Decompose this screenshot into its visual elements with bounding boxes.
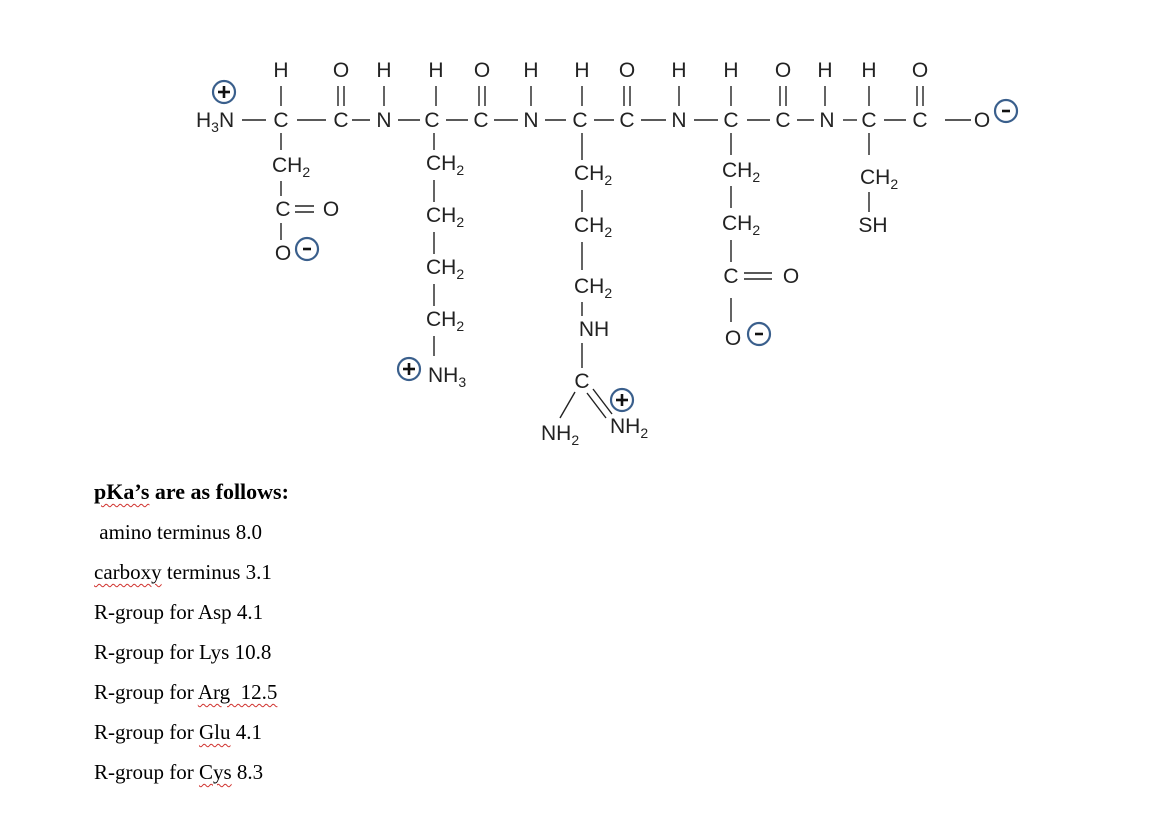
top-atom-label: H — [861, 59, 877, 82]
top-atom-label: O — [911, 59, 929, 82]
asp-carbonyl-oxygen: O — [322, 198, 340, 221]
pka-glu — [94, 714, 289, 754]
top-atom-label: H — [817, 59, 833, 82]
pka-line-text: R-group for — [94, 720, 199, 744]
backbone-atom-label: N — [671, 109, 687, 132]
pka-line-squiggle: Cys — [198, 760, 232, 784]
asp-carboxyl-carbon: C — [275, 198, 291, 221]
backbone-atom-label: N — [523, 109, 539, 132]
pka-section — [94, 474, 289, 794]
arg-nh-label: NH — [578, 318, 610, 341]
lys-ch2-label: $CH_2$ — [426, 308, 465, 334]
backbone-atom-label: C — [912, 109, 928, 132]
backbone-atom-label: C — [273, 109, 289, 132]
pka-line-text: 8.3 — [231, 760, 264, 784]
arg-nh2-label: $NH_2$ — [541, 422, 580, 448]
arg-bond — [560, 392, 575, 418]
backbone-atom-label: C — [619, 109, 635, 132]
arg-ch2-label: $CH_2$ — [574, 214, 613, 240]
backbone-atom-label: C — [473, 109, 489, 132]
pka-line-text: terminus 3.1 — [161, 560, 272, 584]
cys-ch2-label: $CH_2$ — [860, 166, 899, 192]
arg-ch2-label: $CH_2$ — [574, 162, 613, 188]
pka-heading-rest: are as follows: — [149, 479, 289, 504]
backbone-atom-label: C — [775, 109, 791, 132]
glu-ch2-label: $CH_2$ — [722, 212, 761, 238]
glu-carboxyl-carbon: C — [723, 265, 739, 288]
backbone-atom-label: C — [572, 109, 588, 132]
backbone-atom-label: N — [819, 109, 835, 132]
asp-ch2-label: $CH_2$ — [272, 154, 311, 180]
top-atom-label: H — [428, 59, 444, 82]
top-atom-label: H — [574, 59, 590, 82]
lys-ch2-label: $CH_2$ — [426, 256, 465, 282]
top-atom-label: O — [473, 59, 491, 82]
top-atom-label: O — [332, 59, 350, 82]
pka-heading — [94, 474, 289, 514]
carboxy-terminus-oxygen: O — [973, 109, 991, 132]
backbone-atom-label: C — [723, 109, 739, 132]
pka-line-text: 4.1 — [230, 720, 262, 744]
glu-ch2-label: $CH_2$ — [722, 159, 761, 185]
pka-amino-terminus — [94, 514, 289, 554]
pka-line-text: R-group for Lys 10.8 — [94, 640, 272, 664]
top-atom-label: H — [523, 59, 539, 82]
lys-ch2-label: $CH_2$ — [426, 204, 465, 230]
pka-carboxy-terminus — [94, 554, 289, 594]
backbone-atom-label: C — [424, 109, 440, 132]
arg-ch2-label: $CH_2$ — [574, 275, 613, 301]
arg-nh2-charged-label: $NH_2$ — [610, 415, 649, 441]
asp-carboxylate-oxygen: O — [274, 242, 292, 265]
pka-line-text: R-group for — [94, 680, 198, 704]
pka-cys — [94, 754, 289, 794]
glu-carbonyl-oxygen: O — [782, 265, 800, 288]
pka-line-text: R-group for Asp 4.1 — [94, 600, 264, 624]
backbone-atom-label: C — [333, 109, 349, 132]
top-atom-label: H — [273, 59, 289, 82]
lys-nh3-label: $NH_3$ — [428, 364, 467, 390]
cys-sh-label: SH — [858, 214, 888, 237]
top-atom-label: O — [774, 59, 792, 82]
arg-double-bond — [587, 393, 606, 418]
pka-arg — [94, 674, 289, 714]
glu-carboxylate-oxygen: O — [724, 327, 742, 350]
arg-double-bond — [593, 389, 612, 414]
pka-line-text: R-group for — [94, 760, 199, 784]
pka-lys — [94, 634, 289, 674]
backbone-atom-label: C — [861, 109, 877, 132]
amino-terminus-label: $H_3N$ — [196, 109, 235, 135]
pka-line-squiggle: Arg 12.5 — [197, 680, 278, 704]
top-atom-label: H — [376, 59, 392, 82]
top-atom-label: O — [618, 59, 636, 82]
arg-guanidino-carbon: C — [574, 370, 590, 393]
pka-line-squiggle: Glu — [198, 720, 231, 744]
top-atom-label: H — [671, 59, 687, 82]
lys-ch2-label: $CH_2$ — [426, 152, 465, 178]
pka-line-text: amino terminus 8.0 — [94, 520, 262, 544]
pka-line-squiggle: carboxy — [94, 560, 162, 584]
backbone-atom-label: N — [376, 109, 392, 132]
pka-heading-squiggle: pKa’s — [94, 479, 150, 504]
pka-asp — [94, 594, 289, 634]
top-atom-label: H — [723, 59, 739, 82]
